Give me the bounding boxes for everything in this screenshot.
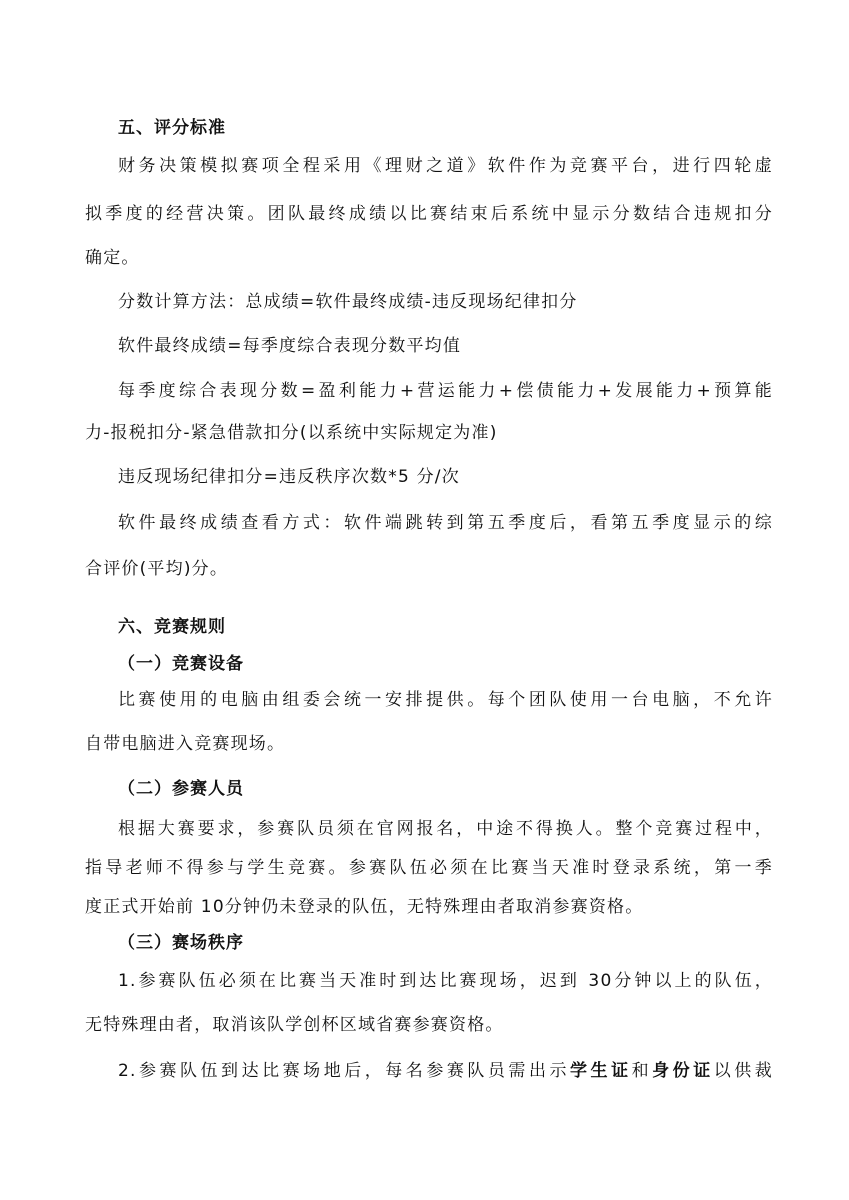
subsection-order-heading: （三）赛场秩序 [118,933,244,953]
section-5-paragraph-line-1: 财务决策模拟赛项全程采用《理财之道》软件作为竞赛平台，进行四轮虚 [118,156,773,176]
participants-paragraph-line-2: 指导老师不得参与学生竞赛。参赛队伍必须在比赛当天准时登录系统，第一季 [85,858,773,878]
subsection-equipment-heading: （一）竞赛设备 [118,654,244,674]
score-formula-quarterly-line-1: 每季度综合表现分数=盈利能力+营运能力+偿债能力+发展能力+预算能 [118,381,773,401]
score-formula-penalty: 违反现场纪律扣分=违反秩序次数*5 分/次 [118,467,460,487]
section-5-paragraph-line-2: 拟季度的经营决策。团队最终成绩以比赛结束后系统中显示分数结合违规扣分 [85,204,773,224]
order-item-2-text-end: 以供裁 [713,1061,773,1081]
participants-paragraph-line-3: 度正式开始前 10分钟仍未登录的队伍，无特殊理由者取消参赛资格。 [85,897,644,917]
participants-paragraph-line-1: 根据大赛要求，参赛队员须在官网报名，中途不得换人。整个竞赛过程中， [118,819,773,839]
section-5-paragraph-line-3: 确定。 [85,248,140,268]
score-view-method-line-2: 合评价(平均)分。 [85,559,229,579]
score-formula-quarterly-line-2: 力-报税扣分-紧急借款扣分(以系统中实际规定为准) [85,423,498,443]
order-item-2-text-start: 2.参赛队伍到达比赛场地后，每名参赛队员需出示 [118,1061,571,1081]
equipment-paragraph-line-2: 自带电脑进入竞赛现场。 [85,734,286,754]
equipment-paragraph-line-1: 比赛使用的电脑由组委会统一安排提供。每个团队使用一台电脑，不允许 [118,690,773,710]
score-formula-total: 分数计算方法：总成绩=软件最终成绩-违反现场纪律扣分 [118,292,578,312]
order-item-2-line-1 [118,1058,773,1084]
student-id-card-text: 学生证 [570,1061,632,1081]
section-5-heading: 五、评分标准 [118,118,226,138]
subsection-participants-heading: （二）参赛人员 [118,779,244,799]
order-item-1-line-1: 1.参赛队伍必须在比赛当天准时到达比赛现场，迟到 30分钟以上的队伍， [118,971,773,991]
section-6-heading: 六、竞赛规则 [118,617,226,637]
order-item-2-text-and: 和 [631,1061,653,1081]
score-formula-software: 软件最终成绩=每季度综合表现分数平均值 [118,336,462,356]
score-view-method-line-1: 软件最终成绩查看方式：软件端跳转到第五季度后，看第五季度显示的综 [118,513,773,533]
identity-card-text: 身份证 [652,1061,714,1081]
order-item-1-line-2: 无特殊理由者，取消该队学创杯区域省赛参赛资格。 [85,1015,504,1035]
